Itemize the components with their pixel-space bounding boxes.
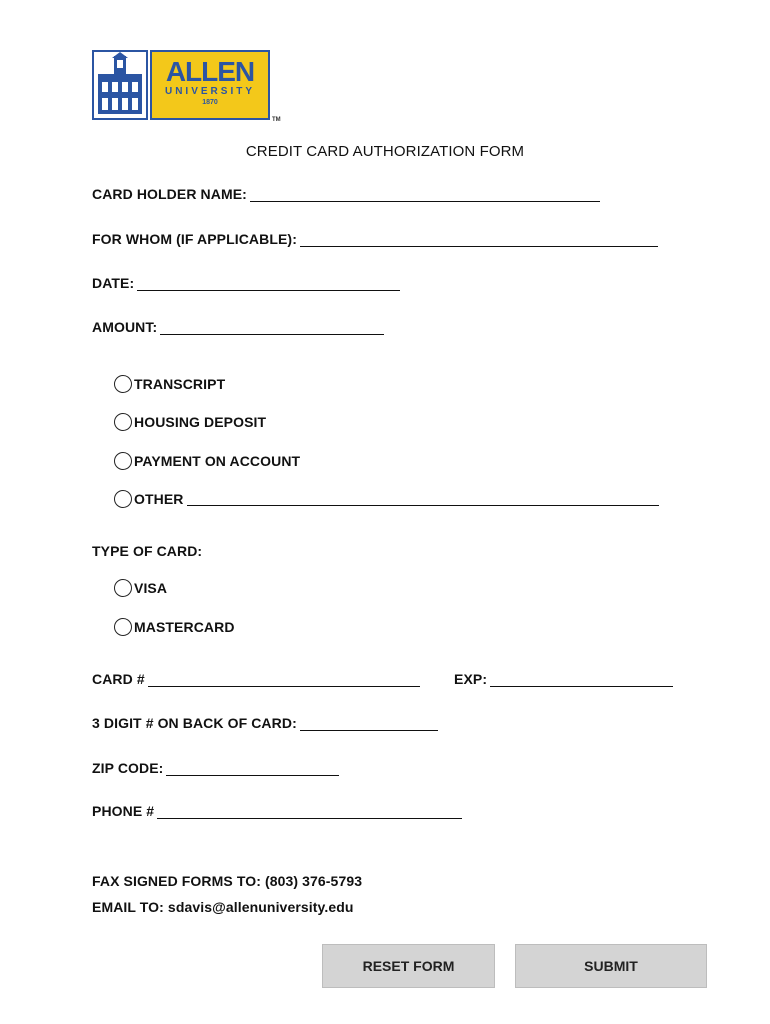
option-label: TRANSCRIPT bbox=[134, 376, 226, 392]
cvv-row bbox=[92, 715, 438, 731]
date-label: DATE: bbox=[92, 275, 135, 291]
type-of-card-label: TYPE OF CARD: bbox=[92, 543, 203, 559]
card-holder-field[interactable] bbox=[250, 187, 600, 202]
logo-university-text: UNIVERSITY bbox=[164, 86, 255, 97]
option-label: HOUSING DEPOSIT bbox=[134, 414, 267, 430]
option-label: MASTERCARD bbox=[134, 619, 235, 635]
exp-field[interactable] bbox=[490, 672, 673, 687]
exp-row bbox=[454, 671, 673, 687]
option-label: PAYMENT ON ACCOUNT bbox=[134, 453, 301, 469]
logo-allen-text: ALLEN bbox=[165, 56, 255, 87]
trademark-mark: TM bbox=[272, 117, 281, 123]
option-payment-on-account[interactable] bbox=[114, 452, 300, 470]
option-other[interactable] bbox=[114, 490, 659, 508]
date-row bbox=[92, 275, 400, 291]
card-number-label: CARD # bbox=[92, 671, 145, 687]
zip-row bbox=[92, 760, 339, 776]
housing-deposit-radio[interactable] bbox=[114, 413, 132, 431]
form-title: CREDIT CARD AUTHORIZATION FORM bbox=[245, 143, 525, 160]
exp-label: EXP: bbox=[454, 671, 488, 687]
phone-label: PHONE # bbox=[92, 803, 155, 819]
option-visa[interactable] bbox=[114, 579, 167, 597]
other-field[interactable] bbox=[187, 493, 659, 506]
option-transcript[interactable] bbox=[114, 375, 225, 393]
phone-field[interactable] bbox=[157, 804, 462, 819]
logo-year-text: 1870 bbox=[202, 99, 218, 106]
card-number-row bbox=[92, 671, 420, 687]
option-mastercard[interactable] bbox=[114, 618, 235, 636]
option-label: VISA bbox=[134, 580, 168, 596]
logo-wordmark bbox=[150, 50, 270, 120]
for-whom-label: FOR WHOM (IF APPLICABLE): bbox=[92, 231, 297, 247]
option-label: OTHER bbox=[134, 491, 184, 507]
zip-field[interactable] bbox=[166, 761, 339, 776]
payment-on-account-radio[interactable] bbox=[114, 452, 132, 470]
card-holder-row bbox=[92, 186, 600, 202]
amount-row bbox=[92, 319, 384, 335]
fax-line: FAX SIGNED FORMS TO: (803) 376-5793 bbox=[92, 873, 363, 889]
card-number-field[interactable] bbox=[148, 672, 420, 687]
amount-field[interactable] bbox=[160, 320, 384, 335]
option-housing-deposit[interactable] bbox=[114, 413, 266, 431]
card-holder-label: CARD HOLDER NAME: bbox=[92, 186, 247, 202]
reset-form-button[interactable]: RESET FORM bbox=[322, 944, 495, 988]
for-whom-row bbox=[92, 231, 658, 247]
amount-label: AMOUNT: bbox=[92, 319, 158, 335]
building-emblem-icon bbox=[92, 50, 148, 120]
phone-row bbox=[92, 803, 462, 819]
transcript-radio[interactable] bbox=[114, 375, 132, 393]
cvv-field[interactable] bbox=[300, 716, 438, 731]
cvv-label: 3 DIGIT # ON BACK OF CARD: bbox=[92, 715, 297, 731]
other-radio[interactable] bbox=[114, 490, 132, 508]
email-line: EMAIL TO: sdavis@allenuniversity.edu bbox=[92, 899, 354, 915]
date-field[interactable] bbox=[137, 276, 400, 291]
visa-radio[interactable] bbox=[114, 579, 132, 597]
zip-label: ZIP CODE: bbox=[92, 760, 164, 776]
mastercard-radio[interactable] bbox=[114, 618, 132, 636]
for-whom-field[interactable] bbox=[300, 232, 658, 247]
university-logo bbox=[92, 50, 270, 120]
submit-button[interactable]: SUBMIT bbox=[515, 944, 707, 988]
